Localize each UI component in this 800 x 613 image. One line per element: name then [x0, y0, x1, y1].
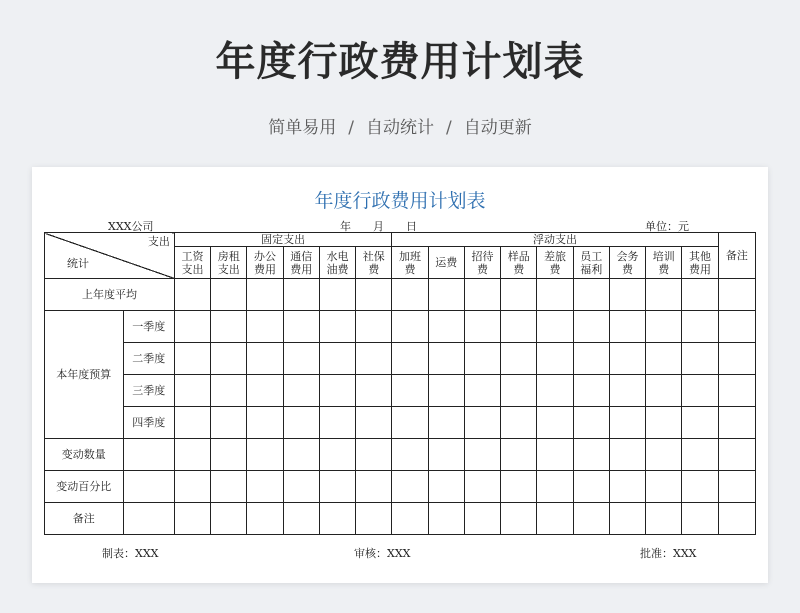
empty-cell — [123, 471, 174, 503]
empty-cell — [501, 407, 537, 439]
table-row-change-amount — [45, 439, 756, 471]
expense-plan-table — [44, 232, 756, 535]
empty-cell — [464, 311, 500, 343]
column-header-fixed-3: 办公 费用 — [247, 247, 283, 279]
empty-cell — [247, 311, 283, 343]
empty-cell — [501, 471, 537, 503]
empty-cell — [537, 439, 573, 471]
empty-cell — [283, 503, 319, 535]
empty-cell — [464, 471, 500, 503]
empty-cell — [211, 439, 247, 471]
table-row-change-percent — [45, 471, 756, 503]
empty-cell — [174, 407, 210, 439]
table-row-remarks — [45, 503, 756, 535]
empty-cell — [174, 503, 210, 535]
empty-cell — [392, 503, 428, 535]
empty-cell — [319, 407, 355, 439]
table-row-q2 — [45, 343, 756, 375]
empty-cell — [682, 343, 718, 375]
empty-cell — [428, 439, 464, 471]
empty-cell — [573, 471, 609, 503]
empty-cell — [211, 343, 247, 375]
empty-cell — [646, 343, 682, 375]
column-header-float-8: 培训 费 — [646, 247, 682, 279]
empty-cell — [501, 343, 537, 375]
table-row-q3 — [45, 375, 756, 407]
empty-cell — [283, 439, 319, 471]
empty-cell — [501, 375, 537, 407]
empty-cell — [283, 407, 319, 439]
empty-cell — [428, 279, 464, 311]
empty-cell — [609, 439, 645, 471]
empty-cell — [682, 471, 718, 503]
footer-maker: 制表：XXX — [102, 547, 159, 560]
empty-cell — [609, 407, 645, 439]
corner-label-expense: 支出 — [147, 235, 170, 248]
empty-cell — [356, 311, 392, 343]
empty-cell — [247, 343, 283, 375]
empty-cell — [718, 343, 755, 375]
empty-cell — [428, 503, 464, 535]
empty-cell — [211, 503, 247, 535]
empty-cell — [428, 375, 464, 407]
date-month: 月 — [373, 220, 384, 233]
column-header-float-2: 运费 — [428, 247, 464, 279]
empty-cell — [211, 311, 247, 343]
empty-cell — [537, 503, 573, 535]
unit-label: 单位：元 — [645, 220, 689, 233]
empty-cell — [174, 471, 210, 503]
empty-cell — [501, 439, 537, 471]
tag-separator: / — [348, 118, 354, 138]
empty-cell — [682, 407, 718, 439]
column-header-fixed-4: 通信 费用 — [283, 247, 319, 279]
tag-simple: 简单易用 — [268, 118, 337, 138]
column-header-float-1: 加班 费 — [392, 247, 428, 279]
empty-cell — [718, 311, 755, 343]
empty-cell — [464, 279, 500, 311]
empty-cell — [464, 343, 500, 375]
empty-cell — [392, 375, 428, 407]
table-row-q1 — [45, 311, 756, 343]
banner-title: 年度行政费用计划表 — [215, 39, 585, 85]
empty-cell — [356, 343, 392, 375]
column-header-float-7: 会务 费 — [609, 247, 645, 279]
empty-cell — [211, 471, 247, 503]
row-label-budget: 本年度预算 — [45, 311, 124, 439]
group-header-float: 浮动支出 — [392, 233, 718, 247]
empty-cell — [319, 439, 355, 471]
group-header-fixed: 固定支出 — [174, 233, 392, 247]
spreadsheet-preview — [32, 167, 768, 583]
footer-reviewer: 审核：XXX — [354, 547, 411, 560]
empty-cell — [319, 311, 355, 343]
empty-cell — [646, 471, 682, 503]
empty-cell — [682, 439, 718, 471]
empty-cell — [609, 471, 645, 503]
empty-cell — [682, 311, 718, 343]
empty-cell — [646, 279, 682, 311]
empty-cell — [356, 439, 392, 471]
empty-cell — [392, 407, 428, 439]
column-header-fixed-1: 工资 支出 — [174, 247, 210, 279]
empty-cell — [609, 279, 645, 311]
column-header-float-3: 招待 费 — [464, 247, 500, 279]
tag-separator: / — [446, 118, 452, 138]
empty-cell — [609, 375, 645, 407]
empty-cell — [283, 311, 319, 343]
empty-cell — [319, 471, 355, 503]
empty-cell — [682, 375, 718, 407]
empty-cell — [718, 407, 755, 439]
table-row-q4 — [45, 407, 756, 439]
column-header-float-6: 员工 福利 — [573, 247, 609, 279]
empty-cell — [247, 407, 283, 439]
row-label-last-year-avg: 上年度平均 — [45, 279, 175, 311]
empty-cell — [247, 503, 283, 535]
document-title: 年度行政费用计划表 — [314, 190, 486, 212]
column-header-float-9: 其他 费用 — [682, 247, 718, 279]
empty-cell — [356, 279, 392, 311]
empty-cell — [319, 503, 355, 535]
empty-cell — [428, 407, 464, 439]
empty-cell — [537, 311, 573, 343]
header-row-groups — [45, 233, 756, 247]
empty-cell — [392, 471, 428, 503]
empty-cell — [464, 503, 500, 535]
empty-cell — [356, 471, 392, 503]
company-name: XXX公司 — [108, 220, 154, 233]
empty-cell — [283, 375, 319, 407]
empty-cell — [211, 375, 247, 407]
empty-cell — [464, 375, 500, 407]
row-label-q4: 四季度 — [123, 407, 174, 439]
empty-cell — [573, 311, 609, 343]
empty-cell — [537, 279, 573, 311]
empty-cell — [573, 407, 609, 439]
column-header-float-4: 样品 费 — [501, 247, 537, 279]
empty-cell — [573, 279, 609, 311]
row-label-q3: 三季度 — [123, 375, 174, 407]
row-label-q2: 二季度 — [123, 343, 174, 375]
empty-cell — [501, 279, 537, 311]
empty-cell — [573, 439, 609, 471]
column-header-remarks: 备注 — [718, 233, 755, 279]
column-header-fixed-2: 房租 支出 — [211, 247, 247, 279]
empty-cell — [573, 343, 609, 375]
empty-cell — [609, 343, 645, 375]
banner-tagline — [0, 113, 800, 138]
table-row-last-year — [45, 279, 756, 311]
empty-cell — [392, 279, 428, 311]
empty-cell — [123, 503, 174, 535]
tag-auto-stat: 自动统计 — [366, 118, 434, 138]
empty-cell — [123, 439, 174, 471]
empty-cell — [609, 311, 645, 343]
empty-cell — [428, 471, 464, 503]
column-header-fixed-5: 水电 油费 — [319, 247, 355, 279]
empty-cell — [646, 503, 682, 535]
empty-cell — [537, 407, 573, 439]
empty-cell — [319, 343, 355, 375]
empty-cell — [573, 375, 609, 407]
date-day: 日 — [406, 220, 417, 233]
empty-cell — [501, 311, 537, 343]
empty-cell — [392, 343, 428, 375]
empty-cell — [247, 439, 283, 471]
empty-cell — [428, 343, 464, 375]
empty-cell — [537, 471, 573, 503]
empty-cell — [174, 311, 210, 343]
empty-cell — [609, 503, 645, 535]
empty-cell — [211, 407, 247, 439]
column-header-float-5: 差旅 费 — [537, 247, 573, 279]
corner-label-stat: 统计 — [67, 257, 89, 270]
empty-cell — [319, 279, 355, 311]
empty-cell — [537, 375, 573, 407]
empty-cell — [428, 311, 464, 343]
empty-cell — [283, 471, 319, 503]
empty-cell — [501, 503, 537, 535]
empty-cell — [392, 439, 428, 471]
tag-auto-update: 自动更新 — [463, 118, 532, 138]
date-year: 年 — [340, 220, 351, 233]
empty-cell — [718, 439, 755, 471]
empty-cell — [174, 375, 210, 407]
empty-cell — [247, 471, 283, 503]
empty-cell — [356, 503, 392, 535]
row-label-remarks: 备注 — [45, 503, 124, 535]
empty-cell — [283, 279, 319, 311]
empty-cell — [646, 375, 682, 407]
empty-cell — [283, 343, 319, 375]
empty-cell — [682, 503, 718, 535]
column-header-fixed-6: 社保 费 — [356, 247, 392, 279]
empty-cell — [682, 279, 718, 311]
empty-cell — [356, 375, 392, 407]
empty-cell — [718, 375, 755, 407]
empty-cell — [174, 279, 210, 311]
empty-cell — [174, 439, 210, 471]
empty-cell — [247, 375, 283, 407]
corner-diagonal-cell — [45, 233, 175, 279]
empty-cell — [718, 471, 755, 503]
row-label-change-percent: 变动百分比 — [45, 471, 124, 503]
empty-cell — [646, 407, 682, 439]
empty-cell — [392, 311, 428, 343]
empty-cell — [356, 407, 392, 439]
row-label-q1: 一季度 — [123, 311, 174, 343]
empty-cell — [718, 279, 755, 311]
empty-cell — [464, 439, 500, 471]
empty-cell — [573, 503, 609, 535]
empty-cell — [319, 375, 355, 407]
empty-cell — [464, 407, 500, 439]
empty-cell — [211, 279, 247, 311]
footer-approver: 批准：XXX — [640, 547, 697, 560]
empty-cell — [646, 439, 682, 471]
empty-cell — [537, 343, 573, 375]
empty-cell — [247, 279, 283, 311]
empty-cell — [174, 343, 210, 375]
empty-cell — [718, 503, 755, 535]
row-label-change-amount: 变动数量 — [45, 439, 124, 471]
empty-cell — [646, 311, 682, 343]
